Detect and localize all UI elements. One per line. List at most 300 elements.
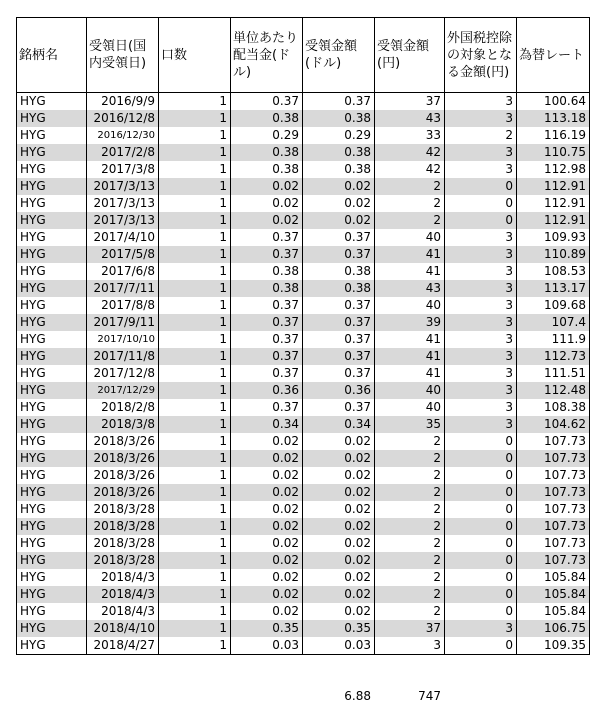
cell-units: 1 bbox=[159, 467, 231, 484]
table-row bbox=[17, 127, 590, 144]
cell-amount-jpy: 2 bbox=[375, 552, 445, 569]
cell-amount-usd: 0.02 bbox=[303, 569, 375, 586]
cell-exchange-rate: 100.64 bbox=[517, 93, 590, 111]
cell-exchange-rate: 109.35 bbox=[517, 637, 590, 655]
cell-receipt-date: 2017/3/13 bbox=[87, 195, 159, 212]
cell-ticker: HYG bbox=[17, 314, 87, 331]
total-usd: 6.88 bbox=[344, 689, 371, 703]
cell-units: 1 bbox=[159, 484, 231, 501]
cell-exchange-rate: 112.91 bbox=[517, 178, 590, 195]
cell-amount-usd: 0.02 bbox=[303, 518, 375, 535]
cell-receipt-date: 2017/4/10 bbox=[87, 229, 159, 246]
cell-units: 1 bbox=[159, 637, 231, 655]
cell-exchange-rate: 110.89 bbox=[517, 246, 590, 263]
cell-dividend-per-unit: 0.37 bbox=[231, 93, 303, 111]
cell-ticker: HYG bbox=[17, 280, 87, 297]
cell-foreign-tax-credit: 3 bbox=[445, 365, 517, 382]
cell-units: 1 bbox=[159, 518, 231, 535]
cell-ticker: HYG bbox=[17, 297, 87, 314]
cell-foreign-tax-credit: 0 bbox=[445, 195, 517, 212]
cell-ticker: HYG bbox=[17, 569, 87, 586]
cell-dividend-per-unit: 0.02 bbox=[231, 467, 303, 484]
table-row bbox=[17, 263, 590, 280]
cell-receipt-date: 2017/3/8 bbox=[87, 161, 159, 178]
cell-dividend-per-unit: 0.37 bbox=[231, 246, 303, 263]
cell-dividend-per-unit: 0.02 bbox=[231, 433, 303, 450]
cell-units: 1 bbox=[159, 246, 231, 263]
cell-receipt-date: 2018/4/27 bbox=[87, 637, 159, 655]
cell-units: 1 bbox=[159, 433, 231, 450]
cell-ticker: HYG bbox=[17, 195, 87, 212]
cell-amount-jpy: 2 bbox=[375, 569, 445, 586]
cell-amount-jpy: 2 bbox=[375, 518, 445, 535]
cell-ticker: HYG bbox=[17, 535, 87, 552]
cell-amount-jpy: 41 bbox=[375, 365, 445, 382]
header-row bbox=[17, 18, 590, 93]
cell-exchange-rate: 112.73 bbox=[517, 348, 590, 365]
table-row bbox=[17, 382, 590, 399]
cell-units: 1 bbox=[159, 331, 231, 348]
header-foreign-tax-credit: 外国税控除の対象となる金額(円) bbox=[445, 18, 517, 93]
cell-receipt-date: 2018/3/28 bbox=[87, 501, 159, 518]
cell-amount-usd: 0.38 bbox=[303, 161, 375, 178]
cell-amount-usd: 0.02 bbox=[303, 501, 375, 518]
cell-amount-jpy: 2 bbox=[375, 195, 445, 212]
cell-ticker: HYG bbox=[17, 637, 87, 655]
cell-amount-jpy: 43 bbox=[375, 110, 445, 127]
table-row bbox=[17, 518, 590, 535]
cell-foreign-tax-credit: 0 bbox=[445, 603, 517, 620]
cell-ticker: HYG bbox=[17, 212, 87, 229]
cell-foreign-tax-credit: 0 bbox=[445, 467, 517, 484]
table-row bbox=[17, 467, 590, 484]
cell-units: 1 bbox=[159, 569, 231, 586]
table-row bbox=[17, 144, 590, 161]
cell-dividend-per-unit: 0.37 bbox=[231, 399, 303, 416]
cell-ticker: HYG bbox=[17, 178, 87, 195]
cell-dividend-per-unit: 0.37 bbox=[231, 348, 303, 365]
cell-amount-usd: 0.37 bbox=[303, 297, 375, 314]
cell-exchange-rate: 107.73 bbox=[517, 433, 590, 450]
cell-amount-usd: 0.37 bbox=[303, 399, 375, 416]
cell-receipt-date: 2018/2/8 bbox=[87, 399, 159, 416]
cell-amount-jpy: 40 bbox=[375, 297, 445, 314]
cell-units: 1 bbox=[159, 229, 231, 246]
cell-receipt-date: 2017/12/8 bbox=[87, 365, 159, 382]
cell-units: 1 bbox=[159, 535, 231, 552]
cell-units: 1 bbox=[159, 365, 231, 382]
table-row bbox=[17, 450, 590, 467]
cell-amount-usd: 0.02 bbox=[303, 467, 375, 484]
cell-amount-jpy: 37 bbox=[375, 620, 445, 637]
cell-exchange-rate: 113.17 bbox=[517, 280, 590, 297]
cell-amount-usd: 0.02 bbox=[303, 178, 375, 195]
cell-amount-jpy: 41 bbox=[375, 246, 445, 263]
cell-dividend-per-unit: 0.38 bbox=[231, 144, 303, 161]
cell-amount-jpy: 41 bbox=[375, 263, 445, 280]
header-receipt-date: 受領日(国内受領日) bbox=[87, 18, 159, 93]
cell-foreign-tax-credit: 0 bbox=[445, 637, 517, 655]
cell-foreign-tax-credit: 0 bbox=[445, 569, 517, 586]
cell-foreign-tax-credit: 0 bbox=[445, 552, 517, 569]
cell-receipt-date: 2017/2/8 bbox=[87, 144, 159, 161]
cell-amount-usd: 0.02 bbox=[303, 535, 375, 552]
cell-amount-jpy: 33 bbox=[375, 127, 445, 144]
cell-units: 1 bbox=[159, 620, 231, 637]
header-amount-usd: 受領金額(ドル) bbox=[303, 18, 375, 93]
cell-foreign-tax-credit: 3 bbox=[445, 331, 517, 348]
cell-receipt-date: 2017/3/13 bbox=[87, 178, 159, 195]
cell-dividend-per-unit: 0.02 bbox=[231, 552, 303, 569]
cell-exchange-rate: 108.53 bbox=[517, 263, 590, 280]
cell-foreign-tax-credit: 0 bbox=[445, 501, 517, 518]
cell-amount-jpy: 2 bbox=[375, 433, 445, 450]
cell-amount-jpy: 3 bbox=[375, 637, 445, 655]
table-row bbox=[17, 178, 590, 195]
dividend-table bbox=[16, 17, 590, 655]
cell-units: 1 bbox=[159, 501, 231, 518]
cell-ticker: HYG bbox=[17, 331, 87, 348]
cell-units: 1 bbox=[159, 297, 231, 314]
table-row bbox=[17, 603, 590, 620]
cell-units: 1 bbox=[159, 348, 231, 365]
cell-exchange-rate: 107.4 bbox=[517, 314, 590, 331]
cell-receipt-date: 2016/9/9 bbox=[87, 93, 159, 111]
cell-amount-usd: 0.37 bbox=[303, 246, 375, 263]
cell-units: 1 bbox=[159, 161, 231, 178]
cell-exchange-rate: 109.68 bbox=[517, 297, 590, 314]
cell-foreign-tax-credit: 0 bbox=[445, 212, 517, 229]
cell-receipt-date: 2018/4/3 bbox=[87, 586, 159, 603]
cell-ticker: HYG bbox=[17, 552, 87, 569]
cell-ticker: HYG bbox=[17, 110, 87, 127]
cell-foreign-tax-credit: 3 bbox=[445, 161, 517, 178]
cell-dividend-per-unit: 0.02 bbox=[231, 501, 303, 518]
cell-receipt-date: 2017/11/8 bbox=[87, 348, 159, 365]
cell-amount-usd: 0.02 bbox=[303, 484, 375, 501]
cell-amount-jpy: 2 bbox=[375, 535, 445, 552]
cell-units: 1 bbox=[159, 212, 231, 229]
cell-receipt-date: 2017/6/8 bbox=[87, 263, 159, 280]
table-row bbox=[17, 586, 590, 603]
cell-foreign-tax-credit: 0 bbox=[445, 535, 517, 552]
cell-amount-usd: 0.37 bbox=[303, 348, 375, 365]
cell-exchange-rate: 111.51 bbox=[517, 365, 590, 382]
cell-ticker: HYG bbox=[17, 399, 87, 416]
header-ticker: 銘柄名 bbox=[17, 18, 87, 93]
cell-dividend-per-unit: 0.35 bbox=[231, 620, 303, 637]
cell-ticker: HYG bbox=[17, 416, 87, 433]
cell-receipt-date: 2018/4/10 bbox=[87, 620, 159, 637]
cell-foreign-tax-credit: 3 bbox=[445, 399, 517, 416]
cell-dividend-per-unit: 0.02 bbox=[231, 518, 303, 535]
table-row bbox=[17, 331, 590, 348]
cell-dividend-per-unit: 0.38 bbox=[231, 110, 303, 127]
cell-foreign-tax-credit: 3 bbox=[445, 416, 517, 433]
cell-amount-jpy: 41 bbox=[375, 331, 445, 348]
cell-receipt-date: 2018/3/26 bbox=[87, 467, 159, 484]
cell-ticker: HYG bbox=[17, 246, 87, 263]
cell-amount-jpy: 2 bbox=[375, 603, 445, 620]
cell-amount-usd: 0.38 bbox=[303, 144, 375, 161]
table-row bbox=[17, 416, 590, 433]
cell-ticker: HYG bbox=[17, 450, 87, 467]
cell-dividend-per-unit: 0.37 bbox=[231, 331, 303, 348]
cell-receipt-date: 2017/7/11 bbox=[87, 280, 159, 297]
cell-amount-usd: 0.37 bbox=[303, 331, 375, 348]
cell-units: 1 bbox=[159, 603, 231, 620]
cell-dividend-per-unit: 0.38 bbox=[231, 161, 303, 178]
table-row bbox=[17, 620, 590, 637]
table-row bbox=[17, 297, 590, 314]
cell-units: 1 bbox=[159, 144, 231, 161]
cell-receipt-date: 2017/12/29 bbox=[87, 382, 159, 399]
cell-ticker: HYG bbox=[17, 603, 87, 620]
cell-amount-usd: 0.02 bbox=[303, 450, 375, 467]
cell-amount-jpy: 35 bbox=[375, 416, 445, 433]
cell-dividend-per-unit: 0.38 bbox=[231, 280, 303, 297]
cell-dividend-per-unit: 0.02 bbox=[231, 586, 303, 603]
cell-ticker: HYG bbox=[17, 263, 87, 280]
cell-foreign-tax-credit: 3 bbox=[445, 297, 517, 314]
cell-dividend-per-unit: 0.37 bbox=[231, 229, 303, 246]
cell-foreign-tax-credit: 0 bbox=[445, 450, 517, 467]
cell-units: 1 bbox=[159, 399, 231, 416]
cell-amount-usd: 0.38 bbox=[303, 110, 375, 127]
cell-ticker: HYG bbox=[17, 501, 87, 518]
cell-dividend-per-unit: 0.02 bbox=[231, 603, 303, 620]
cell-amount-usd: 0.03 bbox=[303, 637, 375, 655]
cell-units: 1 bbox=[159, 178, 231, 195]
header-dividend-per-unit: 単位あたり配当金(ドル) bbox=[231, 18, 303, 93]
cell-foreign-tax-credit: 3 bbox=[445, 246, 517, 263]
table-body bbox=[17, 93, 590, 655]
table-row bbox=[17, 229, 590, 246]
cell-exchange-rate: 116.19 bbox=[517, 127, 590, 144]
table-row bbox=[17, 501, 590, 518]
cell-amount-usd: 0.02 bbox=[303, 552, 375, 569]
cell-ticker: HYG bbox=[17, 382, 87, 399]
cell-dividend-per-unit: 0.38 bbox=[231, 263, 303, 280]
cell-ticker: HYG bbox=[17, 127, 87, 144]
cell-foreign-tax-credit: 3 bbox=[445, 348, 517, 365]
cell-amount-jpy: 37 bbox=[375, 93, 445, 111]
cell-receipt-date: 2017/5/8 bbox=[87, 246, 159, 263]
cell-amount-jpy: 2 bbox=[375, 467, 445, 484]
cell-receipt-date: 2018/3/26 bbox=[87, 433, 159, 450]
cell-amount-usd: 0.02 bbox=[303, 195, 375, 212]
cell-units: 1 bbox=[159, 382, 231, 399]
cell-foreign-tax-credit: 0 bbox=[445, 586, 517, 603]
cell-foreign-tax-credit: 0 bbox=[445, 518, 517, 535]
cell-amount-usd: 0.37 bbox=[303, 314, 375, 331]
cell-amount-usd: 0.38 bbox=[303, 263, 375, 280]
cell-ticker: HYG bbox=[17, 484, 87, 501]
cell-units: 1 bbox=[159, 93, 231, 111]
cell-ticker: HYG bbox=[17, 365, 87, 382]
cell-ticker: HYG bbox=[17, 161, 87, 178]
cell-amount-jpy: 41 bbox=[375, 348, 445, 365]
cell-foreign-tax-credit: 3 bbox=[445, 110, 517, 127]
cell-ticker: HYG bbox=[17, 93, 87, 111]
cell-exchange-rate: 112.48 bbox=[517, 382, 590, 399]
cell-receipt-date: 2018/4/3 bbox=[87, 603, 159, 620]
cell-receipt-date: 2018/3/26 bbox=[87, 484, 159, 501]
cell-foreign-tax-credit: 3 bbox=[445, 314, 517, 331]
cell-exchange-rate: 108.38 bbox=[517, 399, 590, 416]
cell-exchange-rate: 107.73 bbox=[517, 450, 590, 467]
cell-exchange-rate: 113.18 bbox=[517, 110, 590, 127]
table-row bbox=[17, 110, 590, 127]
cell-exchange-rate: 107.73 bbox=[517, 467, 590, 484]
cell-dividend-per-unit: 0.02 bbox=[231, 535, 303, 552]
cell-units: 1 bbox=[159, 280, 231, 297]
cell-foreign-tax-credit: 3 bbox=[445, 280, 517, 297]
cell-amount-usd: 0.02 bbox=[303, 586, 375, 603]
cell-amount-jpy: 2 bbox=[375, 450, 445, 467]
cell-foreign-tax-credit: 0 bbox=[445, 433, 517, 450]
table-row bbox=[17, 212, 590, 229]
table-row bbox=[17, 280, 590, 297]
cell-exchange-rate: 105.84 bbox=[517, 586, 590, 603]
cell-units: 1 bbox=[159, 110, 231, 127]
cell-exchange-rate: 105.84 bbox=[517, 569, 590, 586]
cell-dividend-per-unit: 0.02 bbox=[231, 195, 303, 212]
table-row bbox=[17, 365, 590, 382]
cell-exchange-rate: 112.91 bbox=[517, 212, 590, 229]
cell-units: 1 bbox=[159, 263, 231, 280]
table-row bbox=[17, 484, 590, 501]
cell-amount-jpy: 43 bbox=[375, 280, 445, 297]
cell-receipt-date: 2016/12/8 bbox=[87, 110, 159, 127]
cell-units: 1 bbox=[159, 552, 231, 569]
cell-amount-usd: 0.37 bbox=[303, 365, 375, 382]
cell-units: 1 bbox=[159, 127, 231, 144]
cell-units: 1 bbox=[159, 314, 231, 331]
cell-dividend-per-unit: 0.37 bbox=[231, 365, 303, 382]
cell-dividend-per-unit: 0.02 bbox=[231, 569, 303, 586]
cell-dividend-per-unit: 0.29 bbox=[231, 127, 303, 144]
cell-amount-jpy: 42 bbox=[375, 144, 445, 161]
cell-exchange-rate: 104.62 bbox=[517, 416, 590, 433]
table-row bbox=[17, 399, 590, 416]
cell-receipt-date: 2018/4/3 bbox=[87, 569, 159, 586]
dividend-table-sheet bbox=[16, 17, 590, 655]
table-row bbox=[17, 552, 590, 569]
table-row bbox=[17, 348, 590, 365]
cell-receipt-date: 2016/12/30 bbox=[87, 127, 159, 144]
cell-units: 1 bbox=[159, 195, 231, 212]
table-row bbox=[17, 246, 590, 263]
table-row bbox=[17, 195, 590, 212]
cell-amount-usd: 0.35 bbox=[303, 620, 375, 637]
cell-exchange-rate: 107.73 bbox=[517, 501, 590, 518]
cell-receipt-date: 2018/3/8 bbox=[87, 416, 159, 433]
table-row bbox=[17, 433, 590, 450]
cell-foreign-tax-credit: 3 bbox=[445, 93, 517, 111]
cell-exchange-rate: 112.98 bbox=[517, 161, 590, 178]
cell-exchange-rate: 110.75 bbox=[517, 144, 590, 161]
cell-dividend-per-unit: 0.02 bbox=[231, 484, 303, 501]
cell-exchange-rate: 109.93 bbox=[517, 229, 590, 246]
cell-units: 1 bbox=[159, 450, 231, 467]
cell-ticker: HYG bbox=[17, 144, 87, 161]
header-units: 口数 bbox=[159, 18, 231, 93]
cell-receipt-date: 2018/3/28 bbox=[87, 535, 159, 552]
cell-receipt-date: 2017/10/10 bbox=[87, 331, 159, 348]
table-row bbox=[17, 569, 590, 586]
cell-exchange-rate: 107.73 bbox=[517, 484, 590, 501]
cell-exchange-rate: 107.73 bbox=[517, 535, 590, 552]
cell-receipt-date: 2018/3/26 bbox=[87, 450, 159, 467]
cell-dividend-per-unit: 0.02 bbox=[231, 178, 303, 195]
cell-amount-usd: 0.02 bbox=[303, 603, 375, 620]
cell-foreign-tax-credit: 3 bbox=[445, 620, 517, 637]
cell-foreign-tax-credit: 3 bbox=[445, 144, 517, 161]
cell-foreign-tax-credit: 3 bbox=[445, 229, 517, 246]
cell-amount-usd: 0.37 bbox=[303, 229, 375, 246]
cell-amount-usd: 0.37 bbox=[303, 93, 375, 111]
cell-receipt-date: 2017/3/13 bbox=[87, 212, 159, 229]
cell-ticker: HYG bbox=[17, 518, 87, 535]
cell-exchange-rate: 107.73 bbox=[517, 552, 590, 569]
cell-amount-jpy: 2 bbox=[375, 178, 445, 195]
cell-amount-jpy: 40 bbox=[375, 382, 445, 399]
cell-receipt-date: 2017/9/11 bbox=[87, 314, 159, 331]
cell-amount-jpy: 2 bbox=[375, 501, 445, 518]
cell-ticker: HYG bbox=[17, 348, 87, 365]
cell-exchange-rate: 106.75 bbox=[517, 620, 590, 637]
cell-foreign-tax-credit: 2 bbox=[445, 127, 517, 144]
cell-units: 1 bbox=[159, 586, 231, 603]
cell-ticker: HYG bbox=[17, 229, 87, 246]
cell-amount-jpy: 42 bbox=[375, 161, 445, 178]
cell-foreign-tax-credit: 3 bbox=[445, 263, 517, 280]
cell-amount-usd: 0.36 bbox=[303, 382, 375, 399]
total-jpy: 747 bbox=[418, 689, 441, 703]
cell-dividend-per-unit: 0.37 bbox=[231, 314, 303, 331]
cell-amount-jpy: 2 bbox=[375, 586, 445, 603]
header-amount-jpy: 受領金額(円) bbox=[375, 18, 445, 93]
cell-foreign-tax-credit: 0 bbox=[445, 484, 517, 501]
table-row bbox=[17, 161, 590, 178]
cell-amount-jpy: 39 bbox=[375, 314, 445, 331]
cell-dividend-per-unit: 0.36 bbox=[231, 382, 303, 399]
cell-amount-usd: 0.02 bbox=[303, 433, 375, 450]
cell-dividend-per-unit: 0.02 bbox=[231, 450, 303, 467]
cell-amount-jpy: 2 bbox=[375, 212, 445, 229]
table-row bbox=[17, 535, 590, 552]
cell-exchange-rate: 112.91 bbox=[517, 195, 590, 212]
table-row bbox=[17, 637, 590, 655]
table-row bbox=[17, 93, 590, 111]
cell-ticker: HYG bbox=[17, 586, 87, 603]
cell-amount-usd: 0.02 bbox=[303, 212, 375, 229]
cell-receipt-date: 2017/8/8 bbox=[87, 297, 159, 314]
cell-receipt-date: 2018/3/28 bbox=[87, 518, 159, 535]
cell-amount-usd: 0.38 bbox=[303, 280, 375, 297]
cell-foreign-tax-credit: 0 bbox=[445, 178, 517, 195]
cell-ticker: HYG bbox=[17, 433, 87, 450]
cell-exchange-rate: 107.73 bbox=[517, 518, 590, 535]
cell-amount-jpy: 40 bbox=[375, 399, 445, 416]
cell-amount-jpy: 2 bbox=[375, 484, 445, 501]
cell-amount-jpy: 40 bbox=[375, 229, 445, 246]
cell-receipt-date: 2018/3/28 bbox=[87, 552, 159, 569]
cell-exchange-rate: 105.84 bbox=[517, 603, 590, 620]
cell-ticker: HYG bbox=[17, 620, 87, 637]
cell-amount-usd: 0.29 bbox=[303, 127, 375, 144]
